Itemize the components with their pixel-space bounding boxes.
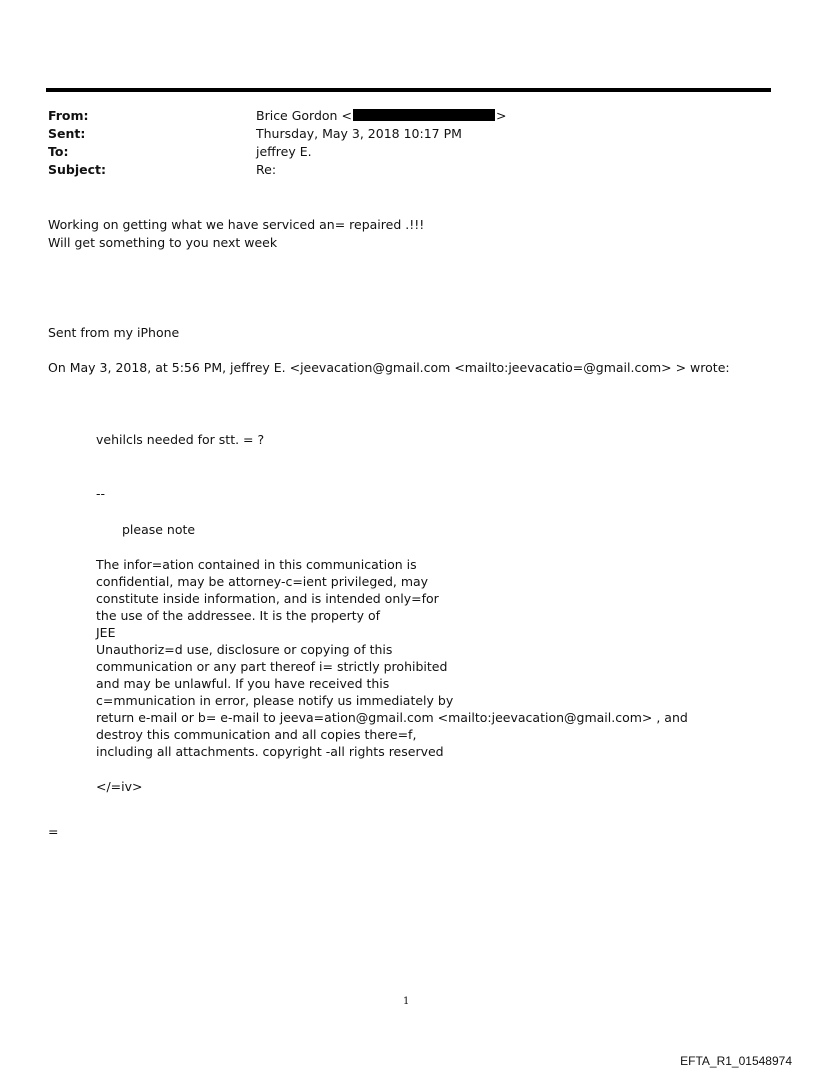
- page-number: 1: [403, 996, 410, 1007]
- redaction-bar: [353, 109, 495, 121]
- quoted-dashes: --: [96, 486, 106, 501]
- sent-label: Sent:: [48, 126, 86, 141]
- disclaimer-line: Unauthoriz=d use, disclosure or copying of this: [96, 642, 393, 657]
- disclaimer-line: and may be unlawful. If you have received this: [96, 676, 390, 691]
- quote-intro: On May 3, 2018, at 5:56 PM, jeffrey E. <jeevacation@gmail.com <mailto:jeevacatio=@gmail.com> > wrote:: [48, 360, 730, 375]
- disclaimer-line: the use of the addressee. It is the property of: [96, 608, 381, 623]
- to-label: To:: [48, 144, 69, 159]
- from-label: From:: [48, 108, 89, 123]
- body-line-2: Will get something to you next week: [48, 235, 278, 250]
- disclaimer-line: confidential, may be attorney-c=ient privileged, may: [96, 574, 429, 589]
- disclaimer-line: constitute inside information, and is intended only=for: [96, 591, 439, 606]
- quoted-message: vehilcls needed for stt. = ?: [96, 432, 265, 447]
- disclaimer-line: JEE: [96, 625, 116, 640]
- subject-value: Re:: [256, 162, 277, 177]
- disclaimer-line: The infor=ation contained in this communication is: [96, 557, 417, 572]
- sent-value: Thursday, May 3, 2018 10:17 PM: [256, 126, 462, 141]
- disclaimer-line: return e-mail or b= e-mail to jeeva=ation@gmail.com <mailto:jeevacation@gmail.com> , and: [96, 710, 688, 725]
- from-name: Brice Gordon <: [256, 108, 352, 123]
- document-id: EFTA_R1_01548974: [680, 1054, 792, 1068]
- from-close: >: [495, 108, 507, 123]
- closing-tag: </=iv>: [96, 779, 143, 794]
- subject-label: Subject:: [48, 162, 106, 177]
- body-line-1: Working on getting what we have serviced an= repaired .!!!: [48, 217, 425, 232]
- disclaimer-line: communication or any part thereof i= strictly prohibited: [96, 659, 448, 674]
- disclaimer-line: destroy this communication and all copies there=f,: [96, 727, 417, 742]
- disclaimer-line: c=mmunication in error, please notify us immediately by: [96, 693, 454, 708]
- disclaimer-line: including all attachments. copyright -all rights reserved: [96, 744, 444, 759]
- from-value: [256, 107, 506, 125]
- signature: Sent from my iPhone: [48, 325, 180, 340]
- trailing-equals: =: [48, 824, 59, 839]
- please-note: please note: [122, 522, 196, 537]
- to-value: jeffrey E.: [256, 144, 312, 159]
- header-divider: [46, 88, 771, 92]
